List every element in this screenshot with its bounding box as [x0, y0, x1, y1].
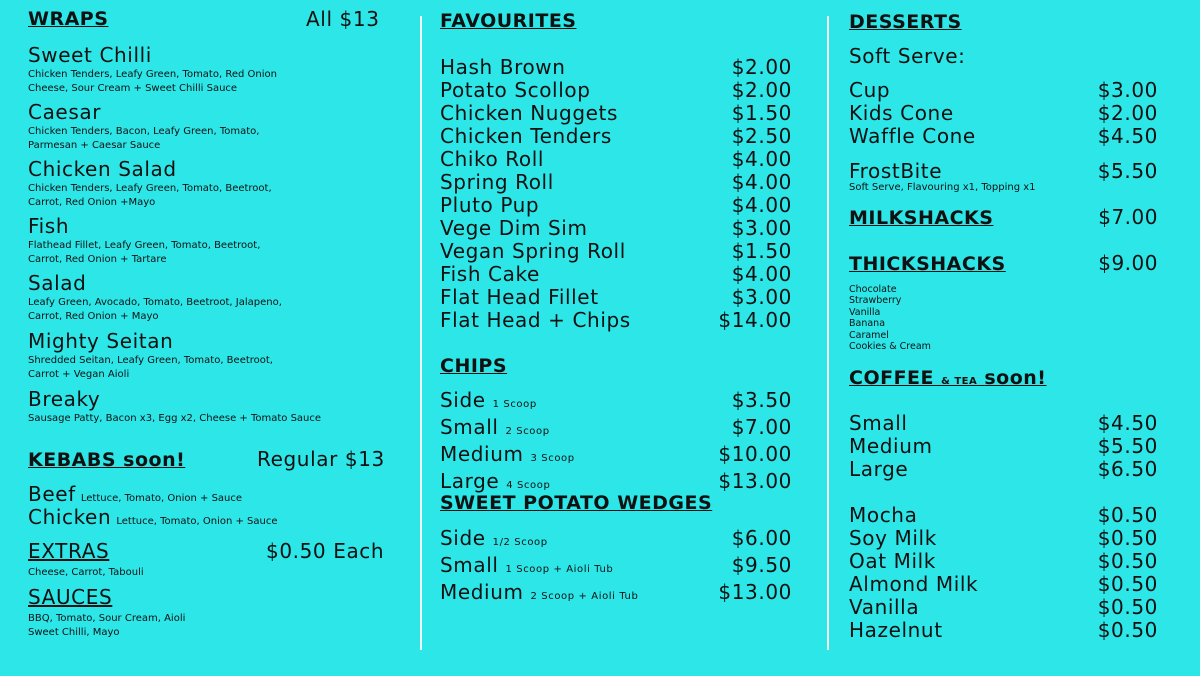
coffee-heading-main: COFFEE — [849, 367, 935, 389]
menu-row — [849, 573, 1158, 596]
menu-item-name: Kids Cone — [849, 101, 954, 125]
wrap-desc: Cheese, Sour Cream + Sweet Chilli Sauce — [28, 83, 238, 94]
wrap-desc: Shredded Seitan, Leafy Green, Tomato, Beetroot, — [28, 355, 273, 366]
menu-item-name: Side — [440, 526, 486, 550]
menu-item-price: $1.50 — [731, 239, 792, 263]
wrap-desc: Leafy Green, Avocado, Tomato, Beetroot, Jalapeno, — [28, 297, 282, 308]
menu-item-price: $0.50 — [1097, 549, 1158, 573]
flavour-item: Chocolate — [849, 284, 897, 295]
sauces-desc: BBQ, Tomato, Sour Cream, Aioli — [28, 613, 186, 624]
kebabs-heading: KEBABS soon! — [28, 449, 186, 471]
menu-item-price: $9.50 — [731, 553, 792, 577]
flavour-item: Strawberry — [849, 295, 902, 307]
menu-item-price: $6.00 — [731, 526, 792, 550]
wrap-desc: Sausage Patty, Bacon x3, Egg x2, Cheese + Tomato Sauce — [28, 413, 322, 424]
flavour-item: Banana — [849, 318, 886, 330]
menu-item-name: Hash Brown — [440, 55, 566, 79]
menu-item-price: $10.00 — [718, 442, 792, 466]
menu-item-name: Flat Head Fillet — [440, 285, 599, 309]
menu-row — [849, 412, 1158, 435]
menu-row — [440, 102, 792, 125]
menu-row — [849, 619, 1158, 642]
menu-item-name: Medium — [440, 442, 524, 466]
wedges-list — [440, 527, 792, 608]
menu-item-price: $4.00 — [731, 193, 792, 217]
menu-item-price: $2.00 — [1097, 101, 1158, 125]
menu-item-name: Small — [440, 415, 499, 439]
menu-row — [849, 458, 1158, 481]
menu-row — [849, 504, 1158, 527]
menu-row — [849, 550, 1158, 573]
menu-item-name: Flat Head + Chips — [440, 308, 631, 332]
menu-item-name: Medium — [849, 434, 933, 458]
menu-row — [440, 79, 792, 102]
wrap-desc: Chicken Tenders, Bacon, Leafy Green, Tomato, — [28, 126, 260, 137]
menu-item-price: $4.50 — [1097, 124, 1158, 148]
menu-item-name: Chiko Roll — [440, 147, 545, 171]
menu-row — [849, 527, 1158, 550]
wrap-desc: Carrot, Red Onion +Mayo — [28, 197, 156, 208]
menu-item-name: Almond Milk — [849, 572, 979, 596]
coffee-addons-list — [849, 504, 1158, 642]
menu-item-name: Spring Roll — [440, 170, 554, 194]
menu-item-price: $2.00 — [731, 55, 792, 79]
menu-row — [440, 443, 792, 470]
menu-item-name: Vanilla — [849, 595, 920, 619]
menu-row — [849, 596, 1158, 619]
menu-item-price: $1.50 — [731, 101, 792, 125]
menu-row — [440, 416, 792, 443]
thickshacks-heading: THICKSHACKS — [849, 253, 1006, 275]
menu-item-name: Vege Dim Sim — [440, 216, 588, 240]
menu-item-note: 1 Scoop — [492, 399, 537, 410]
wrap-desc: Flathead Fillet, Leafy Green, Tomato, Beetroot, — [28, 240, 261, 251]
menu-item-name: Potato Scollop — [440, 78, 591, 102]
wrap-name: Salad — [28, 271, 87, 295]
menu-item-price: $3.00 — [731, 285, 792, 309]
sauces-heading: SAUCES — [28, 585, 113, 609]
flavour-item: Cookies & Cream — [849, 341, 931, 353]
wrap-desc: Carrot, Red Onion + Tartare — [28, 254, 167, 265]
menu-row — [849, 102, 1158, 125]
menu-row — [440, 263, 792, 286]
menu-item-name: Chicken Tenders — [440, 124, 612, 148]
menu-row — [849, 125, 1158, 148]
kebab-name: Beef — [28, 482, 76, 506]
menu-item-price: $14.00 — [718, 308, 792, 332]
menu-item-price: $0.50 — [1097, 595, 1158, 619]
extras-heading: EXTRAS — [28, 539, 110, 563]
menu-row — [440, 286, 792, 309]
menu-item-name: Large — [849, 457, 909, 481]
menu-item-price: $3.00 — [731, 216, 792, 240]
favourites-heading: FAVOURITES — [440, 10, 577, 32]
chips-list — [440, 389, 792, 497]
menu-row — [849, 435, 1158, 458]
menu-item-name: Soy Milk — [849, 526, 937, 550]
menu-item-price: $3.00 — [1097, 78, 1158, 102]
soft-serve-label: Soft Serve: — [849, 44, 966, 68]
menu-row — [440, 56, 792, 79]
menu-row — [440, 389, 792, 416]
coffee-heading-small: & TEA — [941, 376, 978, 387]
kebab-desc: Lettuce, Tomato, Onion + Sauce — [80, 493, 243, 504]
kebab-item — [28, 505, 278, 529]
menu-item-note: 1 Scoop + Aioli Tub — [505, 564, 614, 575]
menu-item-name: Large — [440, 469, 500, 493]
menu-item-name: Chicken Nuggets — [440, 101, 618, 125]
kebabs-price-note: Regular $13 — [257, 447, 385, 471]
menu-item-price: $0.50 — [1097, 526, 1158, 550]
wraps-price-note: All $13 — [306, 7, 380, 31]
extras-desc: Cheese, Carrot, Tabouli — [28, 567, 144, 578]
frostbite-desc: Soft Serve, Flavouring x1, Topping x1 — [849, 182, 1036, 193]
menu-item-note: 3 Scoop — [530, 453, 575, 464]
menu-item-price: $13.00 — [718, 580, 792, 604]
menu-row — [849, 79, 1158, 102]
menu-row — [440, 309, 792, 332]
wraps-heading: WRAPS — [28, 8, 109, 30]
coffee-sizes-list — [849, 412, 1158, 481]
menu-item-name: Pluto Pup — [440, 193, 540, 217]
menu-item-name: Vegan Spring Roll — [440, 239, 626, 263]
menu-item-name: Cup — [849, 78, 891, 102]
menu-item-name: Fish Cake — [440, 262, 540, 286]
wrap-name: Chicken Salad — [28, 157, 177, 181]
menu-item-name: Hazelnut — [849, 618, 943, 642]
flavour-item: Vanilla — [849, 306, 881, 318]
wrap-desc: Chicken Tenders, Leafy Green, Tomato, Red Onion — [28, 69, 277, 80]
menu-item-name: Side — [440, 388, 486, 412]
menu-item-price: $2.00 — [731, 78, 792, 102]
wrap-desc: Carrot + Vegan Aioli — [28, 369, 130, 380]
flavour-item: Caramel — [849, 329, 889, 341]
menu-item-note: 1/2 Scoop — [492, 537, 548, 548]
menu-item-price: $4.50 — [1097, 411, 1158, 435]
menu-row — [440, 171, 792, 194]
thickshacks-price: $9.00 — [1098, 251, 1158, 275]
wedges-heading: SWEET POTATO WEDGES — [440, 492, 713, 514]
menu-item-price: $3.50 — [731, 388, 792, 412]
wrap-desc: Chicken Tenders, Leafy Green, Tomato, Beetroot, — [28, 183, 272, 194]
frostbite-price: $5.50 — [1097, 159, 1158, 183]
sauces-desc: Sweet Chilli, Mayo — [28, 627, 120, 638]
coffee-heading-end: soon! — [984, 367, 1047, 389]
column-divider-right — [827, 16, 829, 650]
soft-serve-list — [849, 79, 1158, 148]
menu-row — [440, 527, 792, 554]
menu-item-price: $4.00 — [731, 170, 792, 194]
wrap-desc: Parmesan + Caesar Sauce — [28, 140, 161, 151]
menu-row — [440, 125, 792, 148]
menu-item-name: Waffle Cone — [849, 124, 976, 148]
favourites-list — [440, 56, 792, 332]
menu-item-name: Oat Milk — [849, 549, 936, 573]
kebab-desc: Lettuce, Tomato, Onion + Sauce — [116, 516, 278, 527]
thickshacks-flavours — [849, 284, 931, 352]
menu-item-price: $4.00 — [731, 147, 792, 171]
desserts-heading: DESSERTS — [849, 11, 962, 33]
menu-item-note: 2 Scoop — [505, 426, 550, 437]
menu-row — [440, 148, 792, 171]
wrap-name: Mighty Seitan — [28, 329, 174, 353]
coffee-heading — [849, 367, 1046, 389]
menu-item-price: $0.50 — [1097, 618, 1158, 642]
menu-item-name: Small — [849, 411, 908, 435]
chips-heading: CHIPS — [440, 355, 508, 377]
menu-item-note: 2 Scoop + Aioli Tub — [530, 591, 639, 602]
menu-row — [440, 194, 792, 217]
menu-item-price: $13.00 — [718, 469, 792, 493]
menu-item-price: $0.50 — [1097, 503, 1158, 527]
menu-item-price: $0.50 — [1097, 572, 1158, 596]
kebab-item — [28, 482, 242, 506]
menu-row — [440, 240, 792, 263]
menu-item-price: $4.00 — [731, 262, 792, 286]
menu-item-price: $7.00 — [731, 415, 792, 439]
milkshacks-price: $7.00 — [1098, 205, 1158, 229]
wrap-name: Caesar — [28, 100, 102, 124]
wrap-name: Sweet Chilli — [28, 43, 152, 67]
menu-row — [440, 581, 792, 608]
extras-price-note: $0.50 Each — [266, 539, 385, 563]
menu-item-price: $6.50 — [1097, 457, 1158, 481]
wrap-desc: Carrot, Red Onion + Mayo — [28, 311, 159, 322]
menu-item-name: Mocha — [849, 503, 918, 527]
wrap-name: Breaky — [28, 387, 101, 411]
column-divider-left — [420, 16, 422, 650]
menu-row — [440, 217, 792, 240]
kebab-name: Chicken — [28, 505, 112, 529]
menu-row — [440, 554, 792, 581]
frostbite-name: FrostBite — [849, 159, 943, 183]
milkshacks-heading: MILKSHACKS — [849, 207, 994, 229]
menu-item-price: $2.50 — [731, 124, 792, 148]
menu-item-name: Medium — [440, 580, 524, 604]
menu-item-price: $5.50 — [1097, 434, 1158, 458]
wrap-name: Fish — [28, 214, 70, 238]
menu-item-name: Small — [440, 553, 499, 577]
menu-item-note: 4 Scoop — [506, 480, 551, 491]
